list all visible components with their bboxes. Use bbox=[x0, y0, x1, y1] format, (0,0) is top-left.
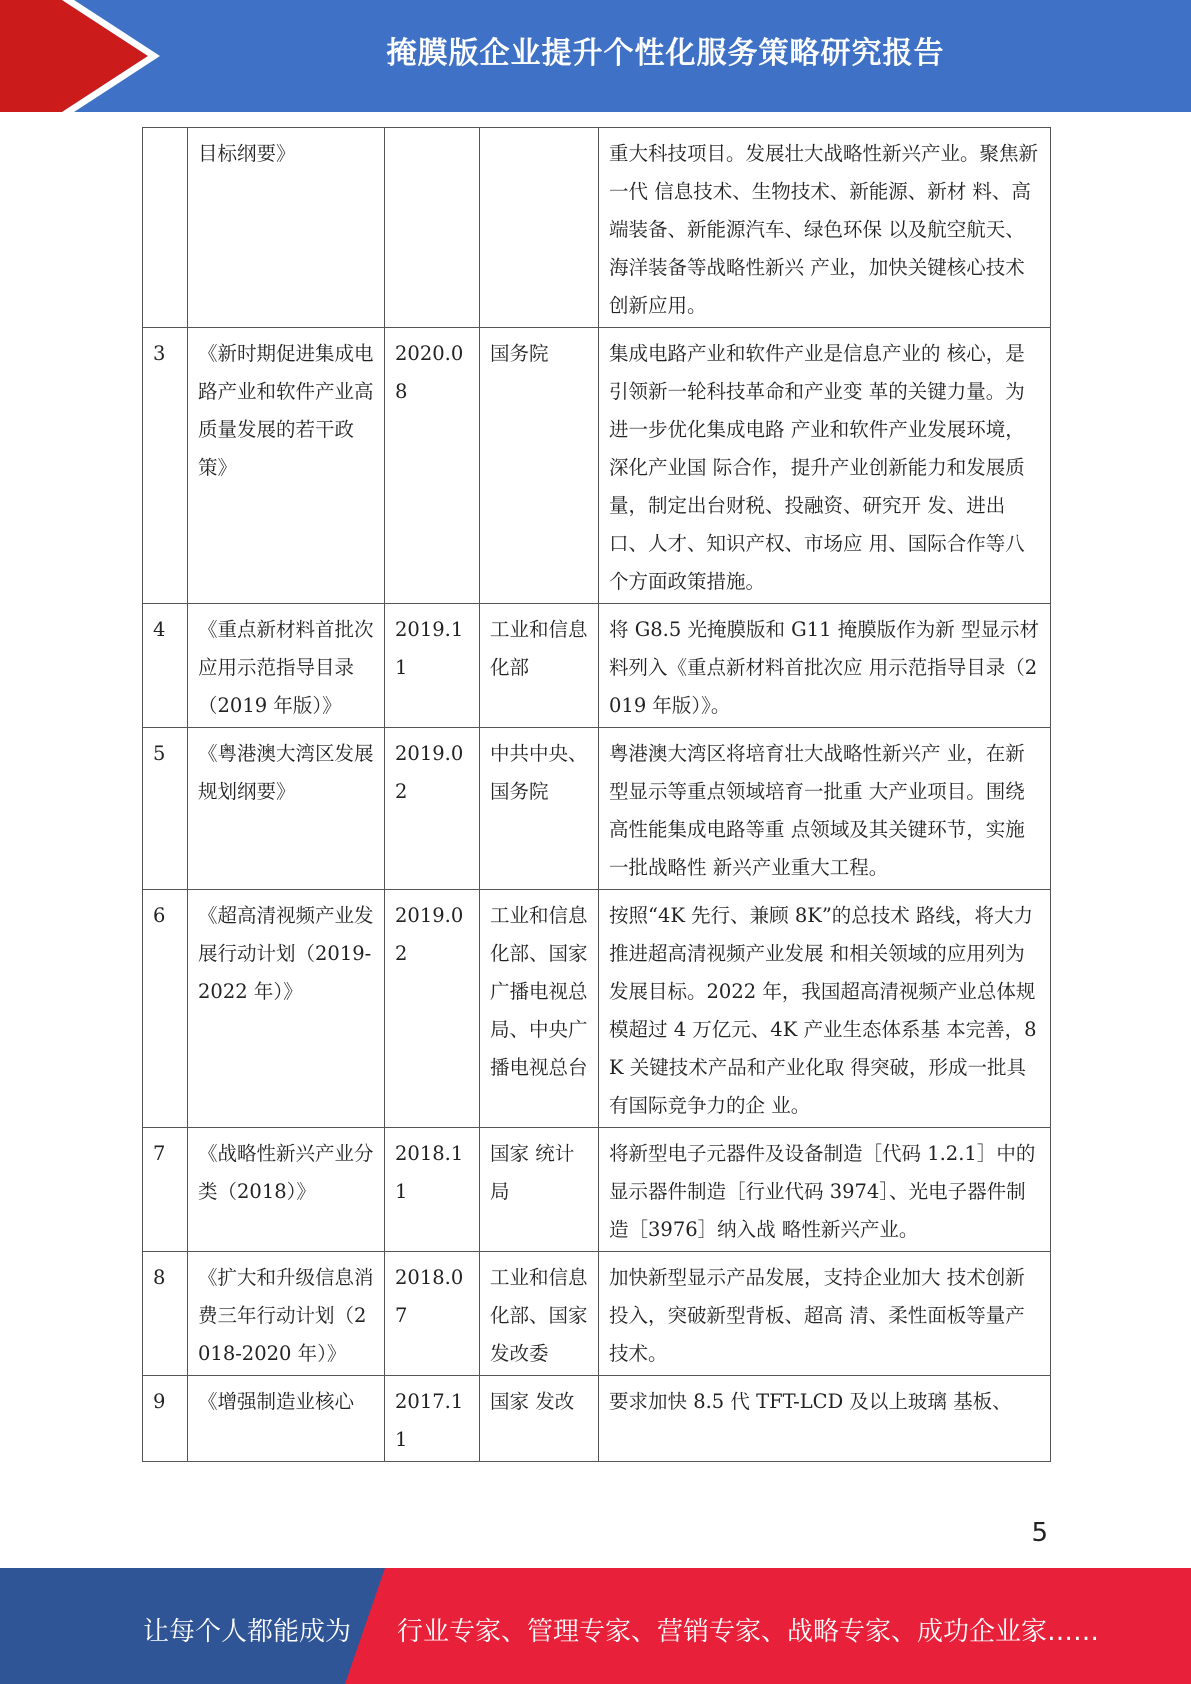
row-number: 5 bbox=[143, 728, 188, 890]
table-row bbox=[143, 1252, 1051, 1376]
issue-date: 2019.02 bbox=[385, 728, 480, 890]
issuing-body: 国家 发改 bbox=[480, 1376, 599, 1462]
row-number: 8 bbox=[143, 1252, 188, 1376]
policy-name: 《扩大和升级信息消费三年行动计划（2018-2020 年）》 bbox=[188, 1252, 385, 1376]
issuing-body: 工业和信息化部、国家广播电视总局、中央广播电视总台 bbox=[480, 890, 599, 1128]
issue-date: 2018.11 bbox=[385, 1128, 480, 1252]
issuing-body: 工业和信息化部、国家发改委 bbox=[480, 1252, 599, 1376]
table-row bbox=[143, 890, 1051, 1128]
table-row bbox=[143, 1128, 1051, 1252]
row-number: 9 bbox=[143, 1376, 188, 1462]
policy-content: 将新型电子元器件及设备制造［代码 1.2.1］中的显示器件制造［行业代码 3974］、光电子器件制造［3976］纳入战 略性新兴产业。 bbox=[599, 1128, 1051, 1252]
policy-content: 粤港澳大湾区将培育壮大战略性新兴产 业，在新型显示等重点领域培育一批重 大产业项目。围绕高性能集成电路等重 点领域及其关键环节，实施一批战略性 新兴产业重大工程。 bbox=[599, 728, 1051, 890]
issue-date bbox=[385, 128, 480, 328]
issuing-body: 中共中央、国务院 bbox=[480, 728, 599, 890]
policy-content: 将 G8.5 光掩膜版和 G11 掩膜版作为新 型显示材料列入《重点新材料首批次应 用示范指导目录（2019 年版）》。 bbox=[599, 604, 1051, 728]
issuing-body: 工业和信息化部 bbox=[480, 604, 599, 728]
policy-name: 《战略性新兴产业分类（2018）》 bbox=[188, 1128, 385, 1252]
policy-name: 《超高清视频产业发展行动计划（2019-2022 年）》 bbox=[188, 890, 385, 1128]
issuing-body: 国务院 bbox=[480, 328, 599, 604]
table-row bbox=[143, 604, 1051, 728]
issue-date: 2019.11 bbox=[385, 604, 480, 728]
issuing-body: 国家 统计局 bbox=[480, 1128, 599, 1252]
policy-name: 《新时期促进集成电路产业和软件产业高质量发展的若干政策》 bbox=[188, 328, 385, 604]
row-number: 3 bbox=[143, 328, 188, 604]
issuing-body bbox=[480, 128, 599, 328]
policy-content: 按照“4K 先行、兼顾 8K”的总技术 路线，将大力推进超高清视频产业发展 和相关领域的应用列为发展目标。2022 年，我国超高清视频产业总体规 模超过 4 万亿元、4K 产业生态体系基 本完善，8K 关键技术产品和产业化取 得突破，形成一批具有国际竞争力的企 业。 bbox=[599, 890, 1051, 1128]
report-title: 掩膜版企业提升个性化服务策略研究报告 bbox=[386, 36, 945, 71]
row-number: 6 bbox=[143, 890, 188, 1128]
policy-content: 集成电路产业和软件产业是信息产业的 核心，是引领新一轮科技革命和产业变 革的关键力量。为进一步优化集成电路 产业和软件产业发展环境，深化产业国 际合作，提升产业创新能力和发展质 量，制定出台财税、投融资、研究开 发、进出口、人才、知识产权、市场应 用、国际合作等八个方面政策措施。 bbox=[599, 328, 1051, 604]
policy-name: 目标纲要》 bbox=[188, 128, 385, 328]
row-number bbox=[143, 128, 188, 328]
page-header bbox=[0, 0, 1191, 112]
policy-content: 加快新型显示产品发展，支持企业加大 技术创新投入，突破新型背板、超高 清、柔性面板等量产技术。 bbox=[599, 1252, 1051, 1376]
issue-date: 2017.11 bbox=[385, 1376, 480, 1462]
policy-name: 《重点新材料首批次应用示范指导目录（2019 年版）》 bbox=[188, 604, 385, 728]
policy-content: 重大科技项目。发展壮大战略性新兴产业。聚焦新一代 信息技术、生物技术、新能源、新材 料、高端装备、新能源汽车、绿色环保 以及航空航天、海洋装备等战略性新兴 产业，加快关键核心技术创新应用。 bbox=[599, 128, 1051, 328]
table-row bbox=[143, 1376, 1051, 1462]
row-number: 7 bbox=[143, 1128, 188, 1252]
footer-slogan-right: 行业专家、管理专家、营销专家、战略专家、成功企业家…… bbox=[397, 1617, 1100, 1647]
footer-slogan-left: 让每个人都能成为 bbox=[143, 1617, 352, 1647]
row-number: 4 bbox=[143, 604, 188, 728]
table-row bbox=[143, 128, 1051, 328]
issue-date: 2018.07 bbox=[385, 1252, 480, 1376]
page-number: 5 bbox=[1031, 1518, 1048, 1548]
policy-table bbox=[142, 127, 1051, 1462]
issue-date: 2019.02 bbox=[385, 890, 480, 1128]
issue-date: 2020.08 bbox=[385, 328, 480, 604]
policy-content: 要求加快 8.5 代 TFT-LCD 及以上玻璃 基板、 bbox=[599, 1376, 1051, 1462]
table-row bbox=[143, 328, 1051, 604]
policy-name: 《增强制造业核心 bbox=[188, 1376, 385, 1462]
policy-name: 《粤港澳大湾区发展规划纲要》 bbox=[188, 728, 385, 890]
page-footer bbox=[0, 1568, 1191, 1684]
table-row bbox=[143, 728, 1051, 890]
